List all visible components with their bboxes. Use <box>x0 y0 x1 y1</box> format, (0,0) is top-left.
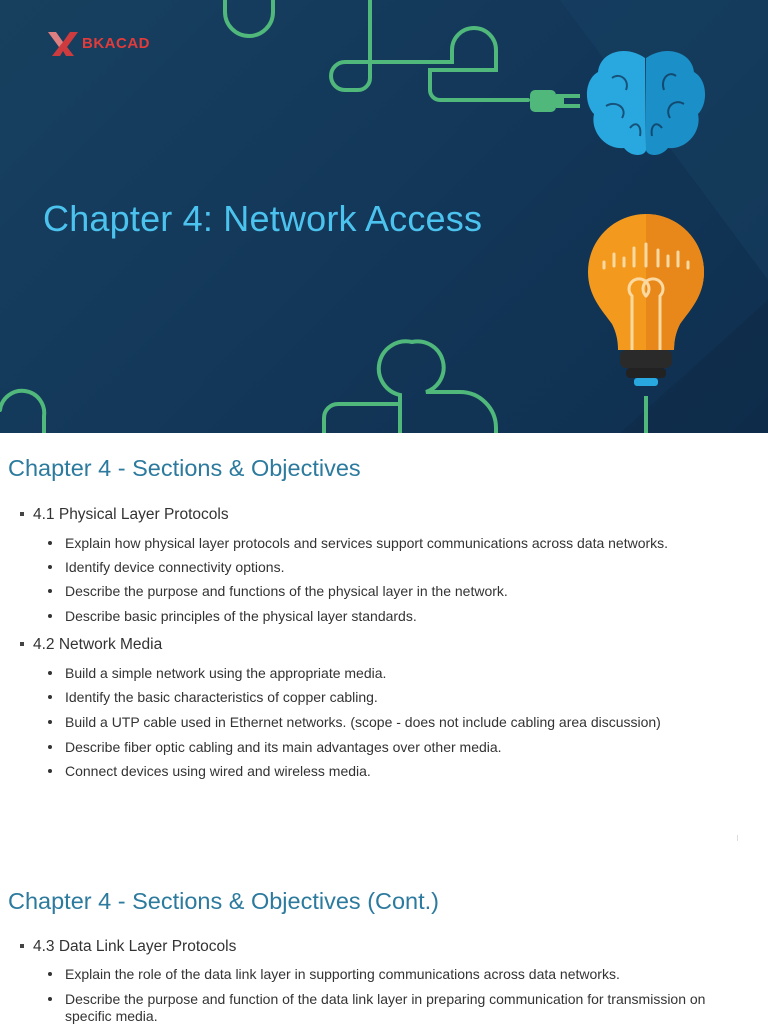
slide-heading: Chapter 4 - Sections & Objectives (Cont.) <box>8 888 440 914</box>
slide-sections-objectives-cont <box>0 866 768 1024</box>
objective-text: Identify the basic characteristics of copper cabling. <box>65 689 378 705</box>
objective-item <box>48 966 748 983</box>
bullet-icon <box>48 589 52 593</box>
objective-text: Describe the purpose and function of the data link layer in preparing communication for transmission on specific media. <box>65 991 706 1024</box>
square-bullet-icon <box>20 512 24 516</box>
section-label: 4.3 Data Link Layer Protocols <box>33 938 237 955</box>
objective-text: Explain the role of the data link layer in supporting communications across data networks. <box>65 966 620 982</box>
logo <box>46 28 150 58</box>
section-item <box>20 506 229 524</box>
bullet-icon <box>48 541 52 545</box>
section-item <box>20 938 236 956</box>
bullet-icon <box>48 745 52 749</box>
bullet-icon <box>48 769 52 773</box>
objective-item <box>48 689 748 706</box>
objective-item <box>48 559 748 576</box>
cover-slide <box>0 0 768 433</box>
brain-icon <box>587 51 705 155</box>
objective-text: Build a simple network using the appropriate media. <box>65 665 387 681</box>
plug-icon <box>530 90 580 112</box>
bullet-icon <box>48 720 52 724</box>
objective-text: Explain how physical layer protocols and services support communications across data networks. <box>65 535 669 551</box>
objective-item <box>48 665 748 682</box>
objective-item <box>48 583 748 600</box>
objective-item <box>48 714 748 731</box>
objective-item <box>48 739 748 756</box>
divider <box>737 835 738 841</box>
logo-icon <box>46 28 80 58</box>
bullet-icon <box>48 695 52 699</box>
objective-text: Describe basic principles of the physical layer standards. <box>65 608 417 624</box>
logo-text: BKACAD <box>82 34 150 52</box>
objective-item <box>48 608 748 625</box>
bullet-icon <box>48 997 52 1001</box>
bullet-icon <box>48 671 52 675</box>
objective-text: Build a UTP cable used in Ethernet networks. (scope - does not include cabling area discussion) <box>65 714 661 730</box>
section-item <box>20 636 162 654</box>
bullet-icon <box>48 614 52 618</box>
square-bullet-icon <box>20 944 24 948</box>
cover-title: Chapter 4: Network Access <box>43 198 483 239</box>
slide-heading: Chapter 4 - Sections & Objectives <box>8 455 361 481</box>
objective-text: Connect devices using wired and wireless media. <box>65 763 371 779</box>
objective-item <box>48 991 738 1025</box>
slide-sections-objectives <box>0 433 768 866</box>
section-label: 4.2 Network Media <box>33 636 163 653</box>
bullet-icon <box>48 972 52 976</box>
square-bullet-icon <box>20 642 24 646</box>
objective-item <box>48 763 748 780</box>
bullet-icon <box>48 565 52 569</box>
objective-item <box>48 535 748 552</box>
objective-text: Identify device connectivity options. <box>65 559 285 575</box>
objective-text: Describe fiber optic cabling and its main advantages over other media. <box>65 739 502 755</box>
section-label: 4.1 Physical Layer Protocols <box>33 506 229 523</box>
objective-text: Describe the purpose and functions of the physical layer in the network. <box>65 583 508 599</box>
